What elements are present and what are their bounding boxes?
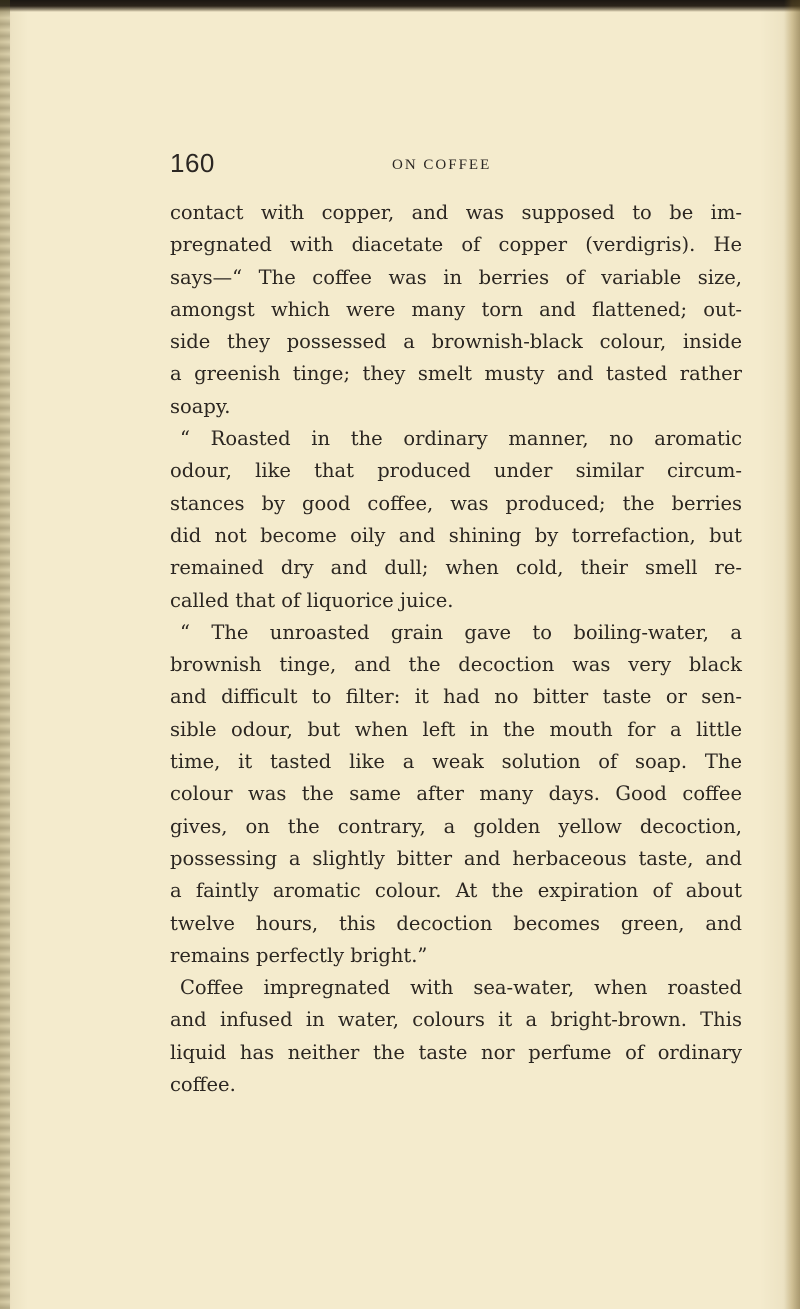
text-line: pregnated with diacetate of copper (verdigris). He bbox=[170, 233, 742, 257]
text-line: and infused in water, colours it a bright-brown. This bbox=[170, 1008, 742, 1032]
text-line: side they possessed a brownish-black colour, inside bbox=[170, 330, 742, 354]
text-line: sible odour, but when left in the mouth for a little bbox=[170, 717, 742, 741]
text-line: colour was the same after many days. Good coffee bbox=[170, 782, 742, 806]
text-line: and difficult to filter: it had no bitter taste or sen- bbox=[170, 685, 742, 709]
text-line: called that of liquorice juice. bbox=[170, 588, 454, 612]
text-line: says—“ The coffee was in berries of variable size, bbox=[170, 265, 742, 289]
body-text bbox=[170, 197, 742, 1101]
page-number: 160 bbox=[170, 148, 215, 178]
text-line: stances by good coffee, was produced; the berries bbox=[170, 491, 742, 515]
text-line: amongst which were many torn and flattened; out- bbox=[170, 297, 742, 321]
text-line: time, it tasted like a weak solution of soap. The bbox=[170, 750, 742, 774]
text-line: “ The unroasted grain gave to boiling-water, a bbox=[180, 620, 742, 644]
page-header bbox=[170, 148, 730, 182]
text-line: did not become oily and shining by torrefaction, but bbox=[170, 523, 742, 547]
text-line: coffee. bbox=[170, 1073, 236, 1097]
text-line: Coffee impregnated with sea-water, when roasted bbox=[180, 976, 742, 1000]
text-line: liquid has neither the taste nor perfume of ordinary bbox=[170, 1040, 742, 1064]
page-right-edge bbox=[784, 0, 800, 1309]
page-left-edge bbox=[0, 0, 10, 1309]
text-line: a greenish tinge; they smelt musty and tasted rather bbox=[170, 362, 742, 386]
running-head: ON COFFEE bbox=[392, 157, 492, 173]
page-top-edge bbox=[0, 0, 800, 12]
text-line: soapy. bbox=[170, 394, 231, 418]
text-line: remains perfectly bright.” bbox=[170, 943, 428, 967]
text-line: twelve hours, this decoction becomes green, and bbox=[170, 911, 742, 935]
text-line: gives, on the contrary, a golden yellow decoction, bbox=[170, 814, 742, 838]
text-line: possessing a slightly bitter and herbaceous taste, and bbox=[170, 846, 742, 870]
text-line: contact with copper, and was supposed to be im- bbox=[170, 201, 742, 224]
text-line: odour, like that produced under similar circum- bbox=[170, 459, 742, 483]
text-line: “ Roasted in the ordinary manner, no aromatic bbox=[180, 427, 742, 451]
text-line: brownish tinge, and the decoction was very black bbox=[170, 653, 742, 677]
text-line: remained dry and dull; when cold, their smell re- bbox=[170, 556, 742, 580]
text-line: a faintly aromatic colour. At the expiration of about bbox=[170, 879, 742, 903]
